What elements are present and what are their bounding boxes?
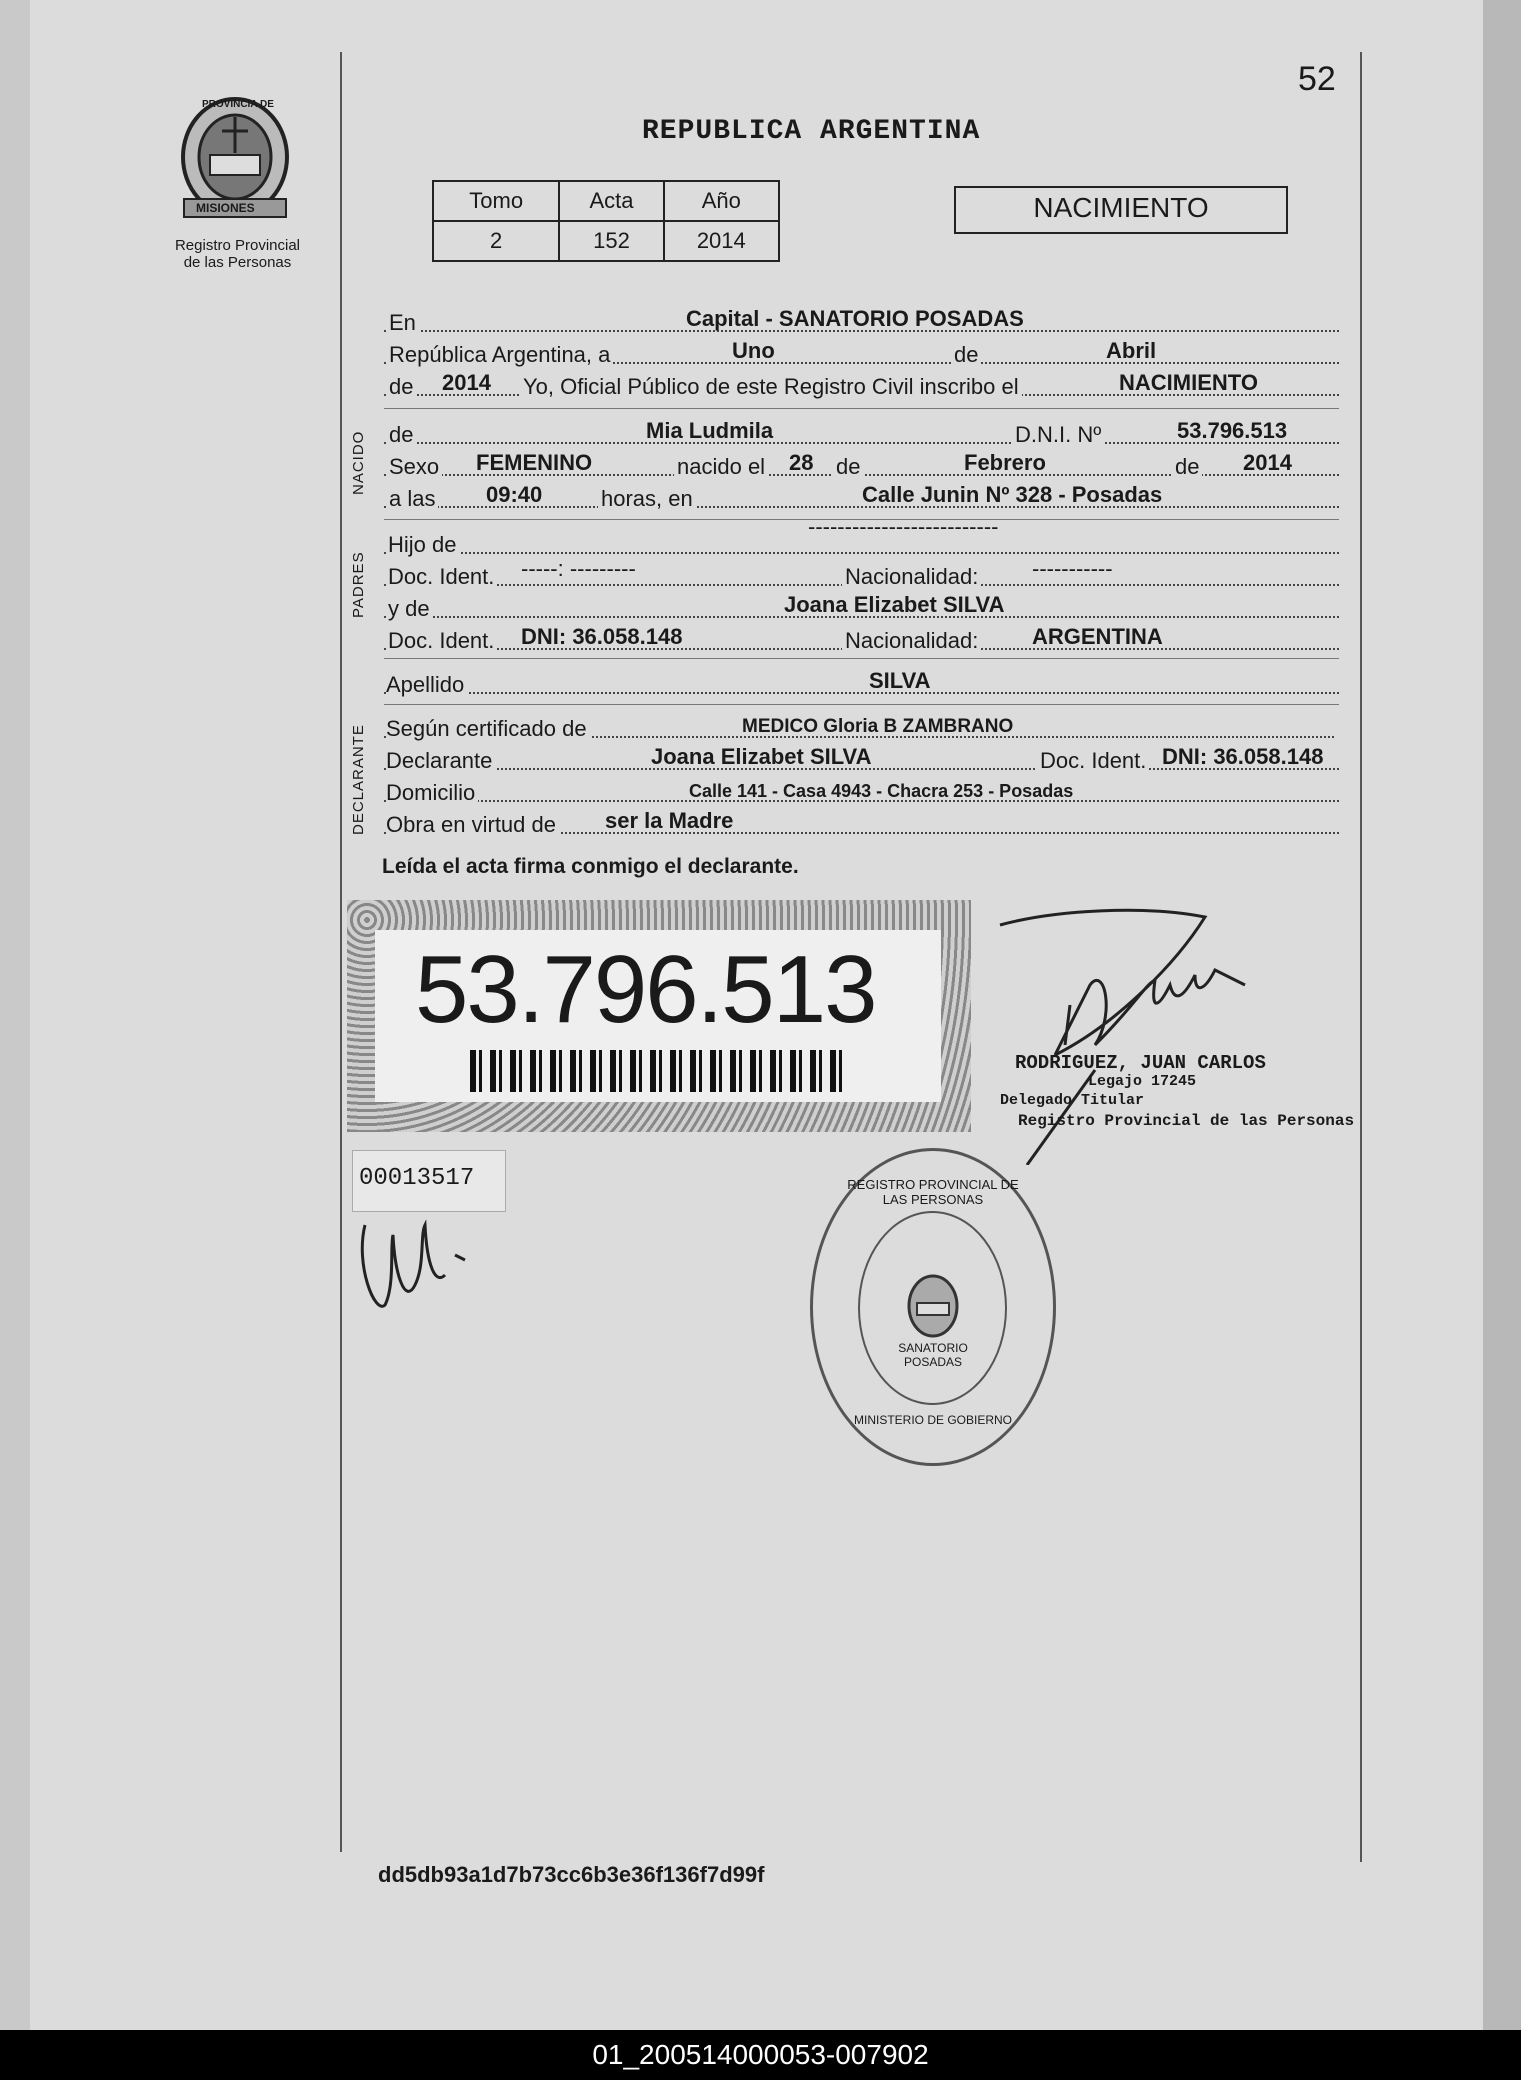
label-domicilio: Domicilio [386,780,478,806]
initials-signature [355,1205,475,1325]
value-dni: 53.796.513 [1177,418,1288,443]
value-acto: NACIMIENTO [1119,370,1258,395]
value-obra: ser la Madre [605,808,734,833]
value-father-doc: -----: --------- [521,556,636,581]
official-seal [810,1148,1056,1466]
registry-caption-line-1: Registro Provincial [174,237,301,254]
label-declarante: Declarante [386,748,495,774]
row-domicilio [384,776,1339,806]
ref-header-ano: Año [664,181,779,221]
country-title: REPUBLICA ARGENTINA [642,116,981,147]
value-father: -------------------------- [808,514,999,539]
label-doc-mother: Doc. Ident. [388,628,497,654]
label-yo: Yo, Oficial Público de este Registro Civil inscribo el [520,374,1022,400]
section-padres-label: PADRES [350,551,367,618]
registry-caption-line-2: de las Personas [183,254,292,271]
label-de-month: de [833,454,863,480]
official-name: RODRIGUEZ, JUAN CARLOS [1015,1052,1266,1074]
seal-emblem [905,1273,961,1339]
label-horas: horas, en [598,486,696,512]
value-name: Mia Ludmila [646,418,774,443]
label-nat-mother: Nacionalidad: [842,628,981,654]
label-dni: D.N.I. Nº [1012,422,1104,448]
label-doc-father: Doc. Ident. [388,564,497,590]
barcode [470,1050,850,1092]
id-ticket [347,900,971,1132]
ref-value-acta: 152 [559,221,663,261]
id-ticket-inner [375,930,941,1102]
value-birth-year: 2014 [1243,450,1292,475]
scan-edge-right [1483,0,1521,2030]
row-declarante [384,744,1339,774]
value-year: 2014 [442,370,491,395]
label-de: de [951,342,981,368]
section-nacido-label: NACIDO [350,430,367,495]
row-mother [384,592,1339,622]
row-obra [384,808,1339,838]
row-republica [384,338,1339,368]
logo-bottom-text: MISIONES [196,201,255,215]
ref-header-acta: Acta [559,181,663,221]
ref-value-tomo: 2 [433,221,559,261]
value-place: Calle Junin Nº 328 - Posadas [862,482,1163,507]
value-birth-day: 28 [789,450,814,475]
right-margin-line [1360,52,1362,1862]
file-id-bar: 01_200514000053-007902 [0,2030,1521,2080]
registry-caption [150,237,325,271]
value-apellido: SILVA [869,668,931,693]
official-legajo: Legajo 17245 [1088,1073,1197,1090]
value-certificado: MEDICO Gloria B ZAMBRANO [742,716,1014,737]
row-certificado [384,712,1334,742]
document-hash: dd5db93a1d7b73cc6b3e36f136f7d99f [378,1862,765,1887]
stamp-number: 00013517 [359,1165,475,1192]
label-de-name: de [389,422,416,448]
value-mother-doc: DNI: 36.058.148 [521,624,683,649]
row-mother-doc [384,624,1339,654]
seal-inner-text: SANATORIO POSADAS [898,1341,968,1369]
stamp-number-box [352,1150,506,1212]
ref-header-tomo: Tomo [433,181,559,221]
closing-text: Leída el acta firma conmigo el declarante. [382,855,799,878]
row-name [384,418,1339,448]
row-father-doc [384,556,1339,590]
value-time: 09:40 [486,482,543,507]
value-domicilio: Calle 141 - Casa 4943 - Chacra 253 - Posadas [689,781,1074,801]
value-declarante: Joana Elizabet SILVA [651,744,872,769]
row-en [384,306,1339,336]
label-de-year2: de [1172,454,1202,480]
row-hijo-de [384,514,1339,558]
official-office: Registro Provincial de las Personas [1018,1112,1355,1130]
row-time-place [384,482,1339,512]
page-number: 52 [1298,60,1336,98]
left-margin-line [340,52,342,1852]
ref-value-ano: 2014 [664,221,779,261]
value-month: Abril [1106,338,1157,363]
value-birth-month: Febrero [964,450,1046,475]
label-nacido-el: nacido el [674,454,768,480]
label-hijo-de: Hijo de [388,532,459,558]
doc-type-box: NACIMIENTO [954,186,1288,234]
logo-top-text: PROVINCIA DE [202,99,274,110]
value-mother-nat: ARGENTINA [1032,624,1163,649]
seal-bottom-text: MINISTERIO DE GOBIERNO [853,1413,1012,1427]
value-father-nat: ----------- [1032,556,1113,581]
value-sexo: FEMENINO [476,450,593,475]
value-day: Uno [732,338,775,363]
section-declarante-label: DECLARANTE [350,724,367,835]
label-doc-declarante: Doc. Ident. [1037,748,1149,774]
separator-4 [384,704,1339,705]
official-seal-inner [858,1211,1007,1405]
ticket-number: 53.796.513 [415,936,876,1043]
label-a-las: a las [389,486,438,512]
label-republica: República Argentina, a [389,342,613,368]
province-logo [170,95,300,235]
seal-outer-text: REGISTRO PROVINCIAL DE LAS PERSONAS [847,1177,1019,1207]
value-mother: Joana Elizabet SILVA [784,592,1005,617]
label-obra: Obra en virtud de [386,812,559,838]
label-nat-father: Nacionalidad: [842,564,981,590]
label-de-year: de [389,374,416,400]
label-apellido: Apellido [386,672,467,698]
label-en: En [389,310,419,336]
reference-table [432,180,780,262]
row-apellido [384,668,1339,698]
row-sexo [384,450,1339,480]
value-en: Capital - SANATORIO POSADAS [686,306,1024,331]
row-year [384,370,1339,400]
label-y-de: y de [388,596,433,622]
label-sexo: Sexo [389,454,442,480]
label-certificado: Según certificado de [386,716,590,742]
value-doc-declarante: DNI: 36.058.148 [1162,744,1324,769]
separator-1 [384,408,1339,409]
official-role: Delegado Titular [1000,1092,1145,1109]
separator-3 [384,658,1339,659]
